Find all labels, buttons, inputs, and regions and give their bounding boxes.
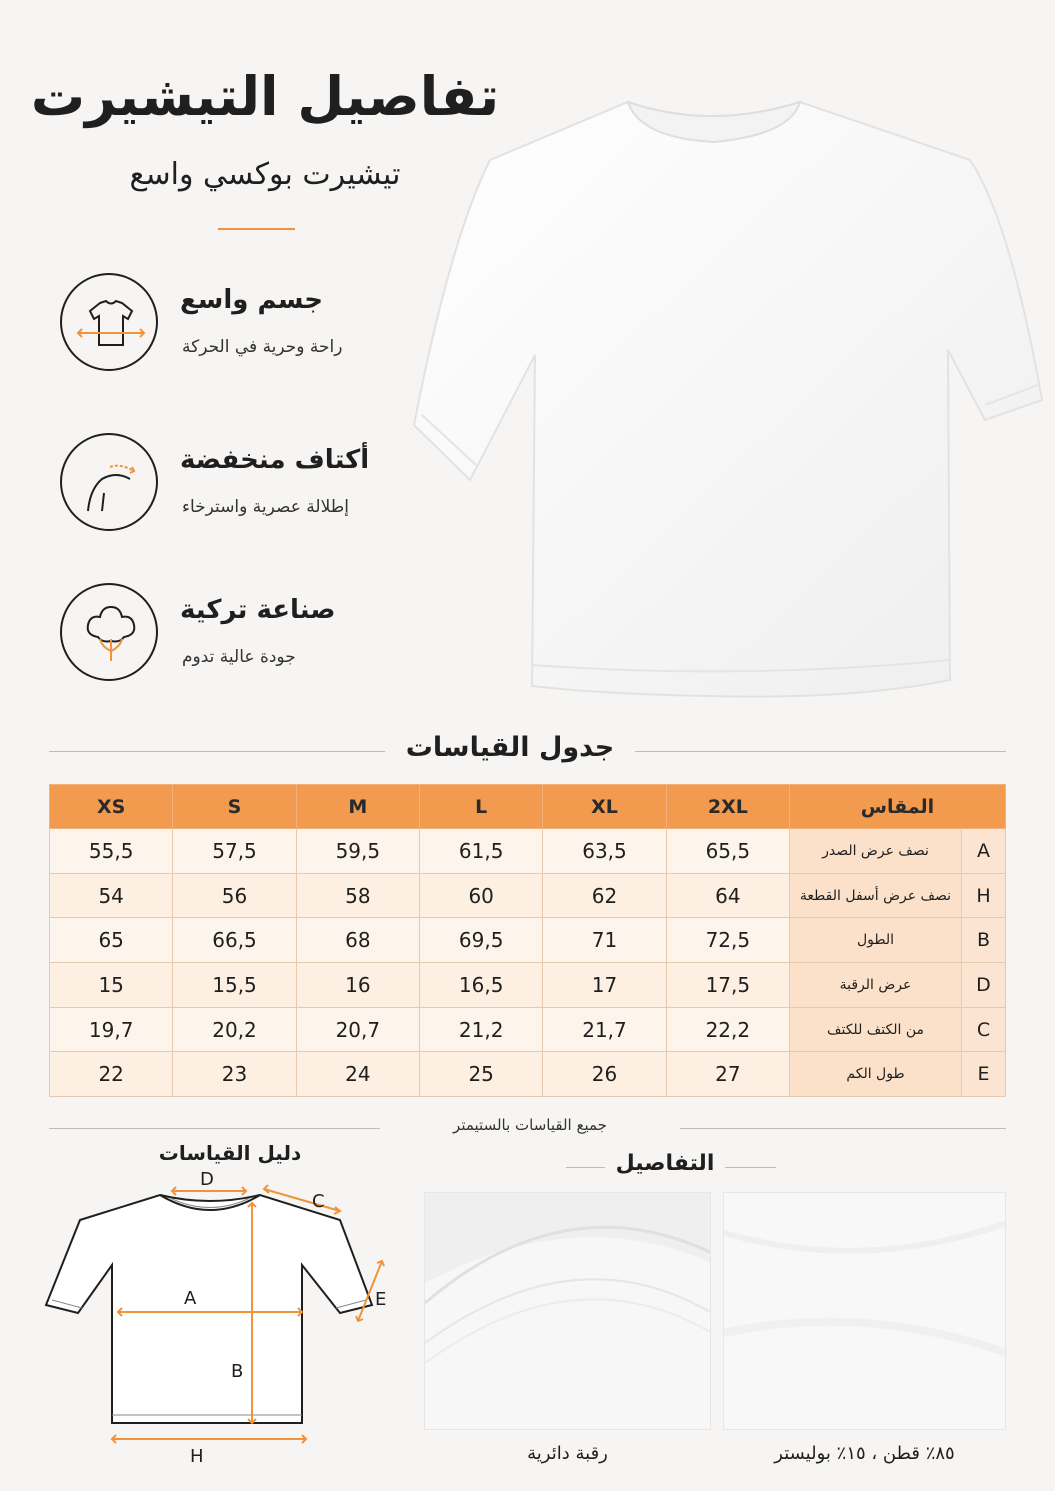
table-cell: 66,5 (173, 918, 296, 963)
collar-closeup-image (424, 1192, 711, 1430)
table-row (50, 1007, 1006, 1052)
table-cell: 63,5 (543, 829, 666, 874)
feature-item-body (60, 273, 460, 383)
guide-label-d: D (200, 1169, 214, 1190)
fabric-caption: ٨٥٪ قطن ، ١٥٪ بوليستر (774, 1443, 955, 1464)
feature-title: جسم واسع (180, 285, 324, 315)
table-cell: 65 (50, 918, 173, 963)
size-header: M (296, 785, 419, 829)
table-cell: 15 (50, 963, 173, 1008)
table-cell: 62 (543, 873, 666, 918)
table-cell: 57,5 (173, 829, 296, 874)
table-cell: 22 (50, 1052, 173, 1097)
row-letter: B (962, 918, 1006, 963)
table-cell: 17,5 (666, 963, 789, 1008)
table-cell: 72,5 (666, 918, 789, 963)
size-header: 2XL (666, 785, 789, 829)
collar-caption: رقبة دائرية (527, 1443, 608, 1464)
table-cell: 61,5 (420, 829, 543, 874)
size-table (49, 784, 1006, 1097)
table-cell: 22,2 (666, 1007, 789, 1052)
guide-title: دليل القياسات (158, 1141, 302, 1165)
table-cell: 23 (173, 1052, 296, 1097)
table-cell: 26 (543, 1052, 666, 1097)
table-cell: 71 (543, 918, 666, 963)
table-row (50, 918, 1006, 963)
table-row (50, 873, 1006, 918)
table-cell: 68 (296, 918, 419, 963)
guide-label-a: A (184, 1288, 197, 1309)
size-header: XL (543, 785, 666, 829)
tshirt-photo (410, 90, 1045, 710)
table-cell: 55,5 (50, 829, 173, 874)
guide-label-h: H (190, 1446, 204, 1467)
row-label: الطول (790, 918, 962, 963)
dropped-shoulder-icon (60, 433, 158, 531)
measure-header: المقاس (790, 785, 1006, 829)
row-letter: C (962, 1007, 1006, 1052)
table-cell: 27 (666, 1052, 789, 1097)
table-cell: 20,2 (173, 1007, 296, 1052)
fabric-closeup-illustration (724, 1193, 1006, 1430)
table-cell: 20,7 (296, 1007, 419, 1052)
table-cell: 24 (296, 1052, 419, 1097)
table-cell: 15,5 (173, 963, 296, 1008)
table-cell: 19,7 (50, 1007, 173, 1052)
table-cell: 25 (420, 1052, 543, 1097)
table-cell: 16 (296, 963, 419, 1008)
table-cell: 65,5 (666, 829, 789, 874)
table-row (50, 1052, 1006, 1097)
size-table-header (50, 785, 1006, 829)
cotton-flower-icon (60, 583, 158, 681)
table-cell: 58 (296, 873, 419, 918)
size-header: L (420, 785, 543, 829)
page-subtitle: تيشيرت بوكسي واسع (129, 157, 401, 192)
row-label: من الكتف للكتف (790, 1007, 962, 1052)
table-row (50, 963, 1006, 1008)
size-header: XS (50, 785, 173, 829)
units-note: جميع القياسات بالستيمتر (380, 1116, 680, 1134)
table-cell: 69,5 (420, 918, 543, 963)
row-label: طول الكم (790, 1052, 962, 1097)
table-cell: 16,5 (420, 963, 543, 1008)
feature-subtitle: إطلالة عصرية واسترخاء (182, 497, 349, 517)
row-label: عرض الرقبة (790, 963, 962, 1008)
table-cell: 21,7 (543, 1007, 666, 1052)
row-letter: D (962, 963, 1006, 1008)
page-title: تفاصيل التيشيرت (30, 65, 500, 128)
table-cell: 60 (420, 873, 543, 918)
feature-item-quality (60, 583, 460, 693)
row-letter: H (962, 873, 1006, 918)
collar-closeup-illustration (425, 1193, 711, 1430)
row-letter: E (962, 1052, 1006, 1097)
size-header: S (173, 785, 296, 829)
table-cell: 17 (543, 963, 666, 1008)
feature-subtitle: جودة عالية تدوم (182, 647, 296, 667)
table-cell: 64 (666, 873, 789, 918)
size-table-title: جدول القياسات (385, 732, 635, 763)
table-cell: 56 (173, 873, 296, 918)
row-label: نصف عرض أسفل القطعة (790, 873, 962, 918)
table-cell: 21,2 (420, 1007, 543, 1052)
guide-label-c: C (312, 1191, 325, 1212)
guide-label-e: E (375, 1289, 387, 1310)
feature-title: أكتاف منخفضة (180, 445, 370, 475)
table-row (50, 829, 1006, 874)
accent-divider (218, 228, 295, 230)
row-label: نصف عرض الصدر (790, 829, 962, 874)
feature-title: صناعة تركية (180, 595, 336, 625)
feature-subtitle: راحة وحرية في الحركة (182, 337, 343, 357)
fabric-closeup-image (723, 1192, 1006, 1430)
table-cell: 54 (50, 873, 173, 918)
details-title: التفاصيل (605, 1151, 725, 1176)
feature-item-shoulders (60, 433, 460, 543)
tshirt-width-icon (60, 273, 158, 371)
measurement-guide-diagram (40, 1165, 400, 1470)
guide-label-b: B (231, 1361, 244, 1382)
table-cell: 59,5 (296, 829, 419, 874)
row-letter: A (962, 829, 1006, 874)
